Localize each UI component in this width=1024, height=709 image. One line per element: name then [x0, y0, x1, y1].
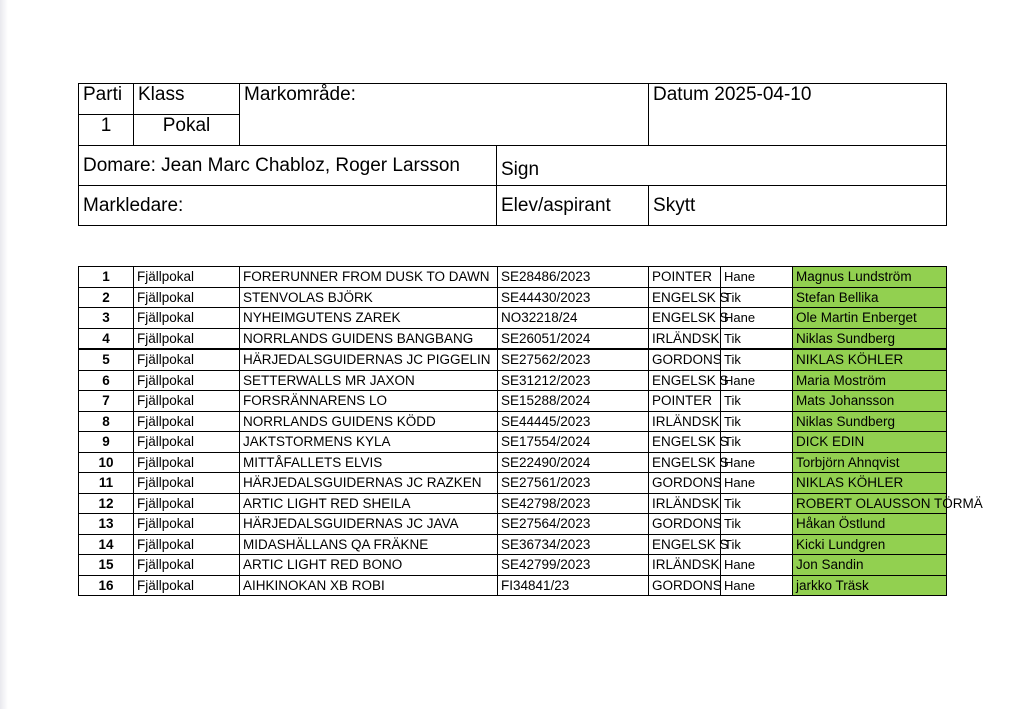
- domare-label: Domare: Jean Marc Chabloz, Roger Larsson: [79, 146, 497, 186]
- start-list-sheet: [78, 83, 983, 596]
- row-breed: IRLÄNDSK: [649, 555, 721, 576]
- row-dog-name: HÄRJEDALSGUIDERNAS JC RAZKEN: [240, 473, 498, 494]
- row-breed: POINTER: [649, 391, 721, 412]
- page-edge-shadow: [0, 0, 8, 709]
- row-klass: Fjällpokal: [134, 534, 240, 555]
- row-klass: Fjällpokal: [134, 473, 240, 494]
- row-breed: ENGELSK S: [649, 452, 721, 473]
- row-dog-name: AIHKINOKAN XB ROBI: [240, 575, 498, 596]
- row-number: 5: [79, 349, 134, 370]
- row-breed: IRLÄNDSK: [649, 328, 721, 349]
- row-dog-name: MITTÅFALLETS ELVIS: [240, 452, 498, 473]
- row-number: 13: [79, 514, 134, 535]
- row-registration: SE44445/2023: [498, 411, 649, 432]
- row-klass: Fjällpokal: [134, 267, 240, 288]
- row-owner: ROBERT OLAUSSON TÖRMÄ: [793, 493, 947, 514]
- table-row: [79, 452, 947, 473]
- row-registration: SE27561/2023: [498, 473, 649, 494]
- row-registration: SE31212/2023: [498, 370, 649, 391]
- klass-value: Pokal: [134, 115, 240, 146]
- row-owner: NIKLAS KÖHLER: [793, 473, 947, 494]
- row-number: 1: [79, 267, 134, 288]
- table-row: [79, 575, 947, 596]
- row-breed: IRLÄNDSK: [649, 493, 721, 514]
- parti-label: Parti: [79, 84, 134, 115]
- row-registration: SE42799/2023: [498, 555, 649, 576]
- row-sex: Tik: [721, 287, 793, 308]
- row-klass: Fjällpokal: [134, 308, 240, 329]
- row-dog-name: HÄRJEDALSGUIDERNAS JC JAVA: [240, 514, 498, 535]
- row-number: 4: [79, 328, 134, 349]
- datum-label: Datum 2025-04-10: [649, 84, 947, 146]
- table-row: [79, 534, 947, 555]
- row-breed: ENGELSK S: [649, 534, 721, 555]
- row-number: 8: [79, 411, 134, 432]
- row-klass: Fjällpokal: [134, 432, 240, 453]
- row-registration: SE22490/2024: [498, 452, 649, 473]
- row-klass: Fjällpokal: [134, 452, 240, 473]
- header-table: [78, 83, 947, 226]
- row-dog-name: MIDASHÄLLANS QA FRÄKNE: [240, 534, 498, 555]
- row-breed: GORDONS: [649, 473, 721, 494]
- row-owner: DICK EDIN: [793, 432, 947, 453]
- row-registration: SE17554/2024: [498, 432, 649, 453]
- row-number: 9: [79, 432, 134, 453]
- row-breed: ENGELSK S: [649, 287, 721, 308]
- row-breed: IRLÄNDSK: [649, 411, 721, 432]
- row-owner: Jon Sandin: [793, 555, 947, 576]
- row-dog-name: ARTIC LIGHT RED SHEILA: [240, 493, 498, 514]
- sign-label: Sign: [497, 146, 947, 186]
- row-sex: Tik: [721, 391, 793, 412]
- table-row: [79, 411, 947, 432]
- row-registration: NO32218/24: [498, 308, 649, 329]
- row-owner: Mats Johansson: [793, 391, 947, 412]
- row-sex: Tik: [721, 432, 793, 453]
- row-klass: Fjällpokal: [134, 514, 240, 535]
- elev-aspirant-label: Elev/aspirant: [497, 186, 649, 226]
- row-registration: SE26051/2024: [498, 328, 649, 349]
- row-number: 15: [79, 555, 134, 576]
- row-dog-name: ARTIC LIGHT RED BONO: [240, 555, 498, 576]
- row-registration: SE15288/2024: [498, 391, 649, 412]
- parti-value: 1: [79, 115, 134, 146]
- row-breed: POINTER: [649, 267, 721, 288]
- row-breed: GORDONS: [649, 514, 721, 535]
- row-klass: Fjällpokal: [134, 391, 240, 412]
- row-number: 2: [79, 287, 134, 308]
- row-owner: Håkan Östlund: [793, 514, 947, 535]
- row-klass: Fjällpokal: [134, 493, 240, 514]
- row-sex: Tik: [721, 411, 793, 432]
- row-sex: Hane: [721, 370, 793, 391]
- row-registration: SE44430/2023: [498, 287, 649, 308]
- row-dog-name: JAKTSTORMENS KYLA: [240, 432, 498, 453]
- row-breed: ENGELSK S: [649, 370, 721, 391]
- row-dog-name: NORRLANDS GUIDENS BANGBANG: [240, 328, 498, 349]
- row-registration: FI34841/23: [498, 575, 649, 596]
- row-klass: Fjällpokal: [134, 555, 240, 576]
- row-owner: Niklas Sundberg: [793, 411, 947, 432]
- row-sex: Tik: [721, 534, 793, 555]
- row-dog-name: NORRLANDS GUIDENS KÖDD: [240, 411, 498, 432]
- table-row: [79, 349, 947, 370]
- row-klass: Fjällpokal: [134, 287, 240, 308]
- row-klass: Fjällpokal: [134, 575, 240, 596]
- table-row: [79, 287, 947, 308]
- row-owner: Torbjörn Ahnqvist: [793, 452, 947, 473]
- table-row: [79, 308, 947, 329]
- row-registration: SE27564/2023: [498, 514, 649, 535]
- row-dog-name: HÄRJEDALSGUIDERNAS JC PIGGELIN: [240, 349, 498, 370]
- row-sex: Tik: [721, 493, 793, 514]
- row-dog-name: STENVOLAS BJÖRK: [240, 287, 498, 308]
- klass-label: Klass: [134, 84, 240, 115]
- row-sex: Tik: [721, 349, 793, 370]
- row-breed: GORDONS: [649, 575, 721, 596]
- row-owner: jarkko Träsk: [793, 575, 947, 596]
- row-sex: Tik: [721, 328, 793, 349]
- row-sex: Hane: [721, 267, 793, 288]
- row-owner: Maria Moström: [793, 370, 947, 391]
- row-number: 3: [79, 308, 134, 329]
- table-row: [79, 473, 947, 494]
- markomrade-label: Markområde:: [240, 84, 649, 146]
- row-breed: ENGELSK S: [649, 432, 721, 453]
- table-row: [79, 432, 947, 453]
- row-klass: Fjällpokal: [134, 349, 240, 370]
- row-owner: Magnus Lundström: [793, 267, 947, 288]
- row-owner: Ole Martin Enberget: [793, 308, 947, 329]
- row-sex: Hane: [721, 473, 793, 494]
- table-row: [79, 555, 947, 576]
- row-owner: Kicki Lundgren: [793, 534, 947, 555]
- row-sex: Hane: [721, 452, 793, 473]
- row-registration: SE36734/2023: [498, 534, 649, 555]
- row-registration: SE27562/2023: [498, 349, 649, 370]
- row-breed: GORDONS: [649, 349, 721, 370]
- table-row: [79, 267, 947, 288]
- row-number: 14: [79, 534, 134, 555]
- row-number: 10: [79, 452, 134, 473]
- row-owner: NIKLAS KÖHLER: [793, 349, 947, 370]
- row-owner: Niklas Sundberg: [793, 328, 947, 349]
- row-number: 7: [79, 391, 134, 412]
- row-dog-name: FORERUNNER FROM DUSK TO DAWN: [240, 267, 498, 288]
- row-sex: Hane: [721, 575, 793, 596]
- table-row: [79, 493, 947, 514]
- row-number: 16: [79, 575, 134, 596]
- dog-roster-table: [78, 266, 983, 596]
- row-dog-name: SETTERWALLS MR JAXON: [240, 370, 498, 391]
- row-klass: Fjällpokal: [134, 411, 240, 432]
- skytt-label: Skytt: [649, 186, 947, 226]
- row-breed: ENGELSK S: [649, 308, 721, 329]
- row-sex: Hane: [721, 555, 793, 576]
- row-registration: SE28486/2023: [498, 267, 649, 288]
- table-row: [79, 391, 947, 412]
- row-number: 12: [79, 493, 134, 514]
- row-registration: SE42798/2023: [498, 493, 649, 514]
- row-klass: Fjällpokal: [134, 328, 240, 349]
- row-number: 11: [79, 473, 134, 494]
- row-owner: Stefan Bellika: [793, 287, 947, 308]
- markledare-label: Markledare:: [79, 186, 497, 226]
- row-dog-name: NYHEIMGUTENS ZAREK: [240, 308, 498, 329]
- row-sex: Hane: [721, 308, 793, 329]
- row-dog-name: FORSRÄNNARENS LO: [240, 391, 498, 412]
- row-klass: Fjällpokal: [134, 370, 240, 391]
- table-row: [79, 370, 947, 391]
- row-number: 6: [79, 370, 134, 391]
- row-sex: Tik: [721, 514, 793, 535]
- table-row: [79, 514, 947, 535]
- table-row: [79, 328, 947, 349]
